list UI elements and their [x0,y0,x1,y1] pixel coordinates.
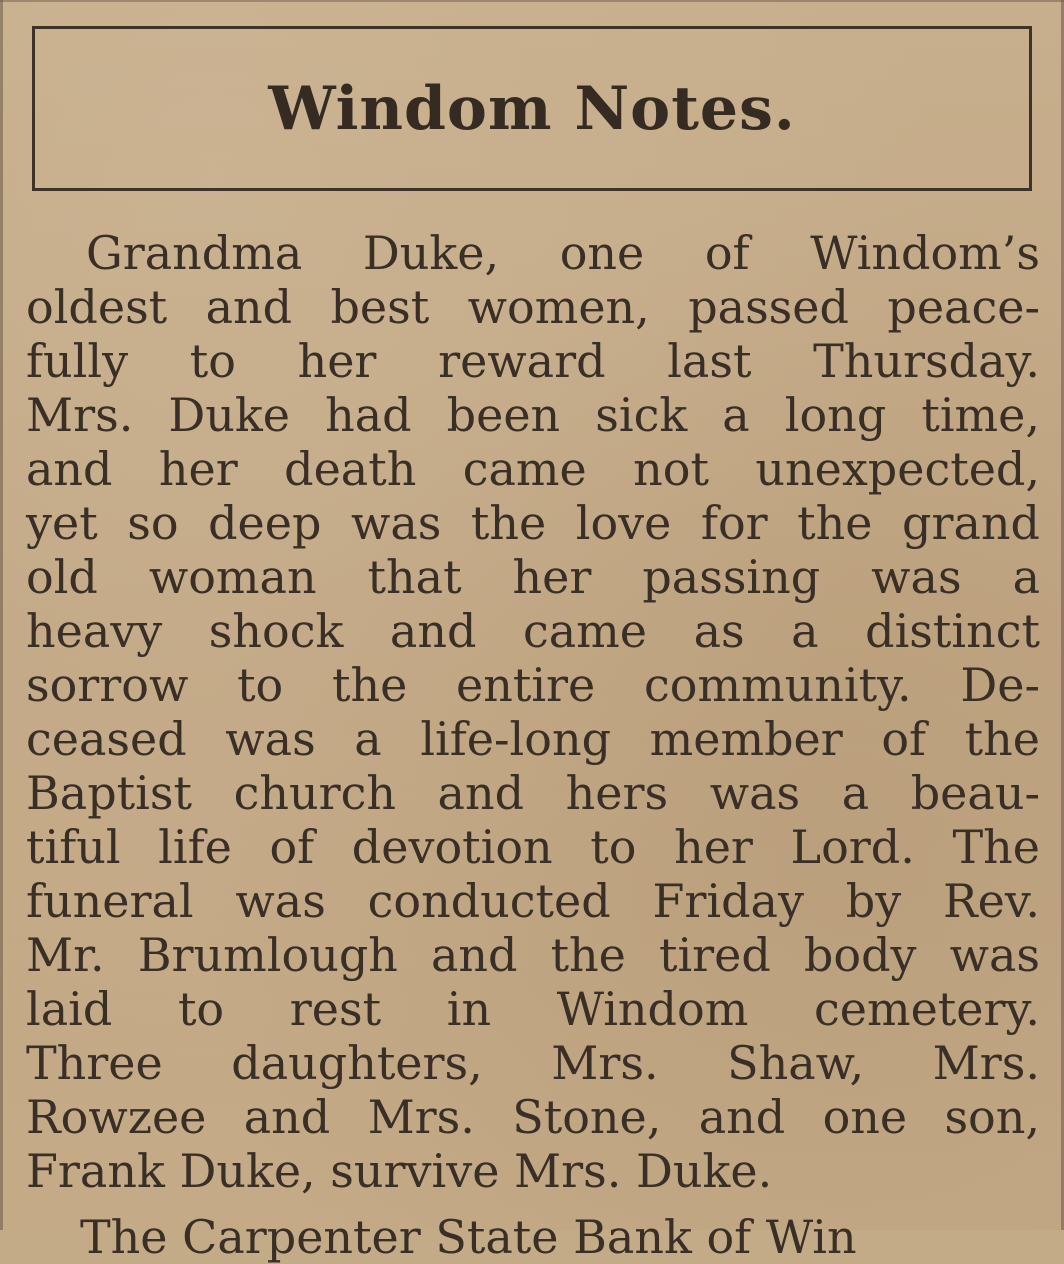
article-line: Baptist church and hers was a beau- [26,766,1040,820]
article-line: heavy shock and came as a distinct [26,604,1040,658]
article-line: tiful life of devotion to her Lord. The [26,820,1040,874]
article-line: yet so deep was the love for the grand [26,496,1040,550]
heading-box [32,26,1032,191]
cutoff-text: The Carpenter State Bank of Win [80,1210,857,1264]
left-column-rule [0,0,3,1230]
next-article-cutoff [80,1210,1040,1264]
article-line: and her death came not unexpected, [26,442,1040,496]
article-line: Mr. Brumlough and the tired body was [26,928,1040,982]
article-line: Three daughters, Mrs. Shaw, Mrs. [26,1036,1040,1090]
article-line: ceased was a life-long member of the [26,712,1040,766]
article-line: Frank Duke, survive Mrs. Duke. [26,1144,773,1198]
article-line: Mrs. Duke had been sick a long time, [26,388,1040,442]
article-line: funeral was conducted Friday by Rev. [26,874,1040,928]
article-line: fully to her reward last Thursday. [26,334,1040,388]
article-line: Grandma Duke, one of Windom’s [86,226,1040,280]
article-line: sorrow to the entire community. De- [26,658,1040,712]
article-heading: Windom Notes. [268,73,796,144]
top-rule [0,0,1064,10]
article-body [26,226,1040,1198]
article-line: oldest and best women, passed peace- [26,280,1040,334]
article-line: Rowzee and Mrs. Stone, and one son, [26,1090,1040,1144]
article-line: laid to rest in Windom cemetery. [26,982,1040,1036]
article-line: old woman that her passing was a [26,550,1040,604]
